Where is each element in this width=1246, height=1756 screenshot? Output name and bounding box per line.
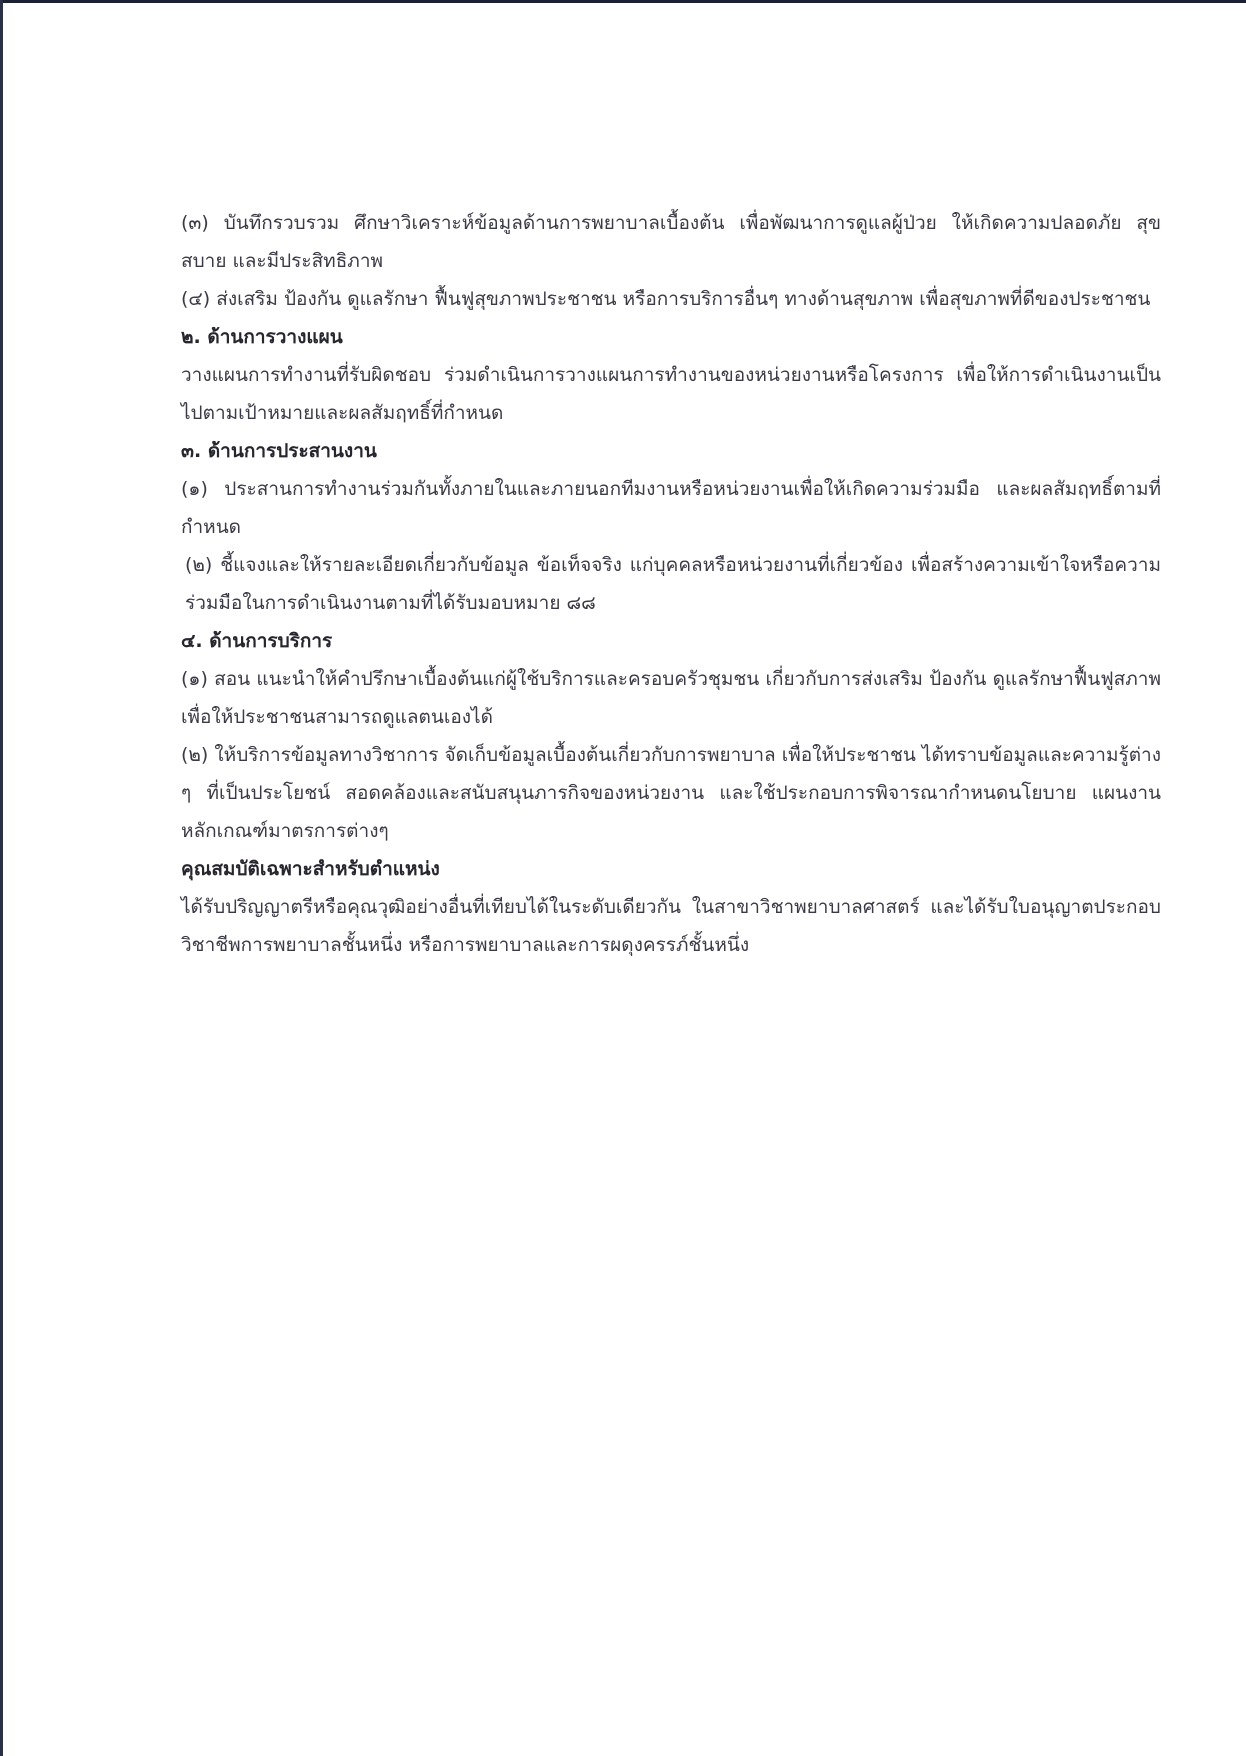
planning-paragraph: วางแผนการทำงานที่รับผิดชอบ ร่วมดำเนินการวางแผนการทำงานของหน่วยงานหรือโครงการ เพื่อให้การดำเนินงานเป็นไปตามเป้าหมายและผลสัมฤทธิ์ที่กำหนด <box>181 364 1161 424</box>
duty-item-3-recording: (๓) บันทึกรวบรวม ศึกษาวิเคราะห์ข้อมูลด้านการพยาบาลเบื้องต้น เพื่อพัฒนาการดูแลผู้ป่วย ให้เกิดความปลอดภัย สุขสบาย และมีประสิทธิภาพ <box>181 212 1161 272</box>
service-item-2: (๒) ให้บริการข้อมูลทางวิชาการ จัดเก็บข้อมูลเบื้องต้นเกี่ยวกับการพยาบาล เพื่อให้ประชาชน ได้ทราบข้อมูลและความรู้ต่าง ๆ ที่เป็นประโยชน์ สอดคล้องและสนับสนุนภารกิจของหน่วยงาน และใช้ประกอบการพิจารณากำหนดนโยบาย แผนงาน หลักเกณฑ์มาตรการต่างๆ <box>181 744 1161 842</box>
coordination-item-2: (๒) ชี้แจงและให้รายละเอียดเกี่ยวกับข้อมูล ข้อเท็จจริง แก่บุคคลหรือหน่วยงานที่เกี่ยวข้อง เพื่อสร้างความเข้าใจหรือความร่วมมือในการดำเนินงานตามที่ได้รับมอบหมาย ๘๘ <box>185 554 1161 614</box>
document-body <box>181 204 1161 964</box>
section-heading-coordination: ๓. ด้านการประสานงาน <box>181 440 377 462</box>
duty-item-4-promotion: (๔) ส่งเสริม ป้องกัน ดูแลรักษา ฟื้นฟูสุขภาพประชาชน หรือการบริการอื่นๆ ทางด้านสุขภาพ เพื่อสุขภาพที่ดีของประชาชน <box>181 288 1151 310</box>
qualifications-paragraph: ได้รับปริญญาตรีหรือคุณวุฒิอย่างอื่นที่เทียบได้ในระดับเดียวกัน ในสาขาวิชาพยาบาลศาสตร์ และได้รับใบอนุญาตประกอบวิชาชีพการพยาบาลชั้นหนึ่ง หรือการพยาบาลและการผดุงครรภ์ชั้นหนึ่ง <box>181 896 1161 956</box>
section-heading-service: ๔. ด้านการบริการ <box>181 630 333 652</box>
section-heading-qualifications: คุณสมบัติเฉพาะสำหรับตำแหน่ง <box>181 858 440 880</box>
section-heading-planning: ๒. ด้านการวางแผน <box>181 326 343 348</box>
scan-edge-left <box>0 0 3 1756</box>
service-item-1: (๑) สอน แนะนำให้คำปรึกษาเบื้องต้นแก่ผู้ใช้บริการและครอบครัวชุมชน เกี่ยวกับการส่งเสริม ป้องกัน ดูแลรักษาฟื้นฟูสภาพ เพื่อให้ประชาชนสามารถดูแลตนเองได้ <box>181 668 1161 728</box>
coordination-item-1: (๑) ประสานการทำงานร่วมกันทั้งภายในและภายนอกทีมงานหรือหน่วยงานเพื่อให้เกิดความร่วมมือ และผลสัมฤทธิ์ตามที่กำหนด <box>181 478 1161 538</box>
scan-edge-top <box>0 0 1246 3</box>
